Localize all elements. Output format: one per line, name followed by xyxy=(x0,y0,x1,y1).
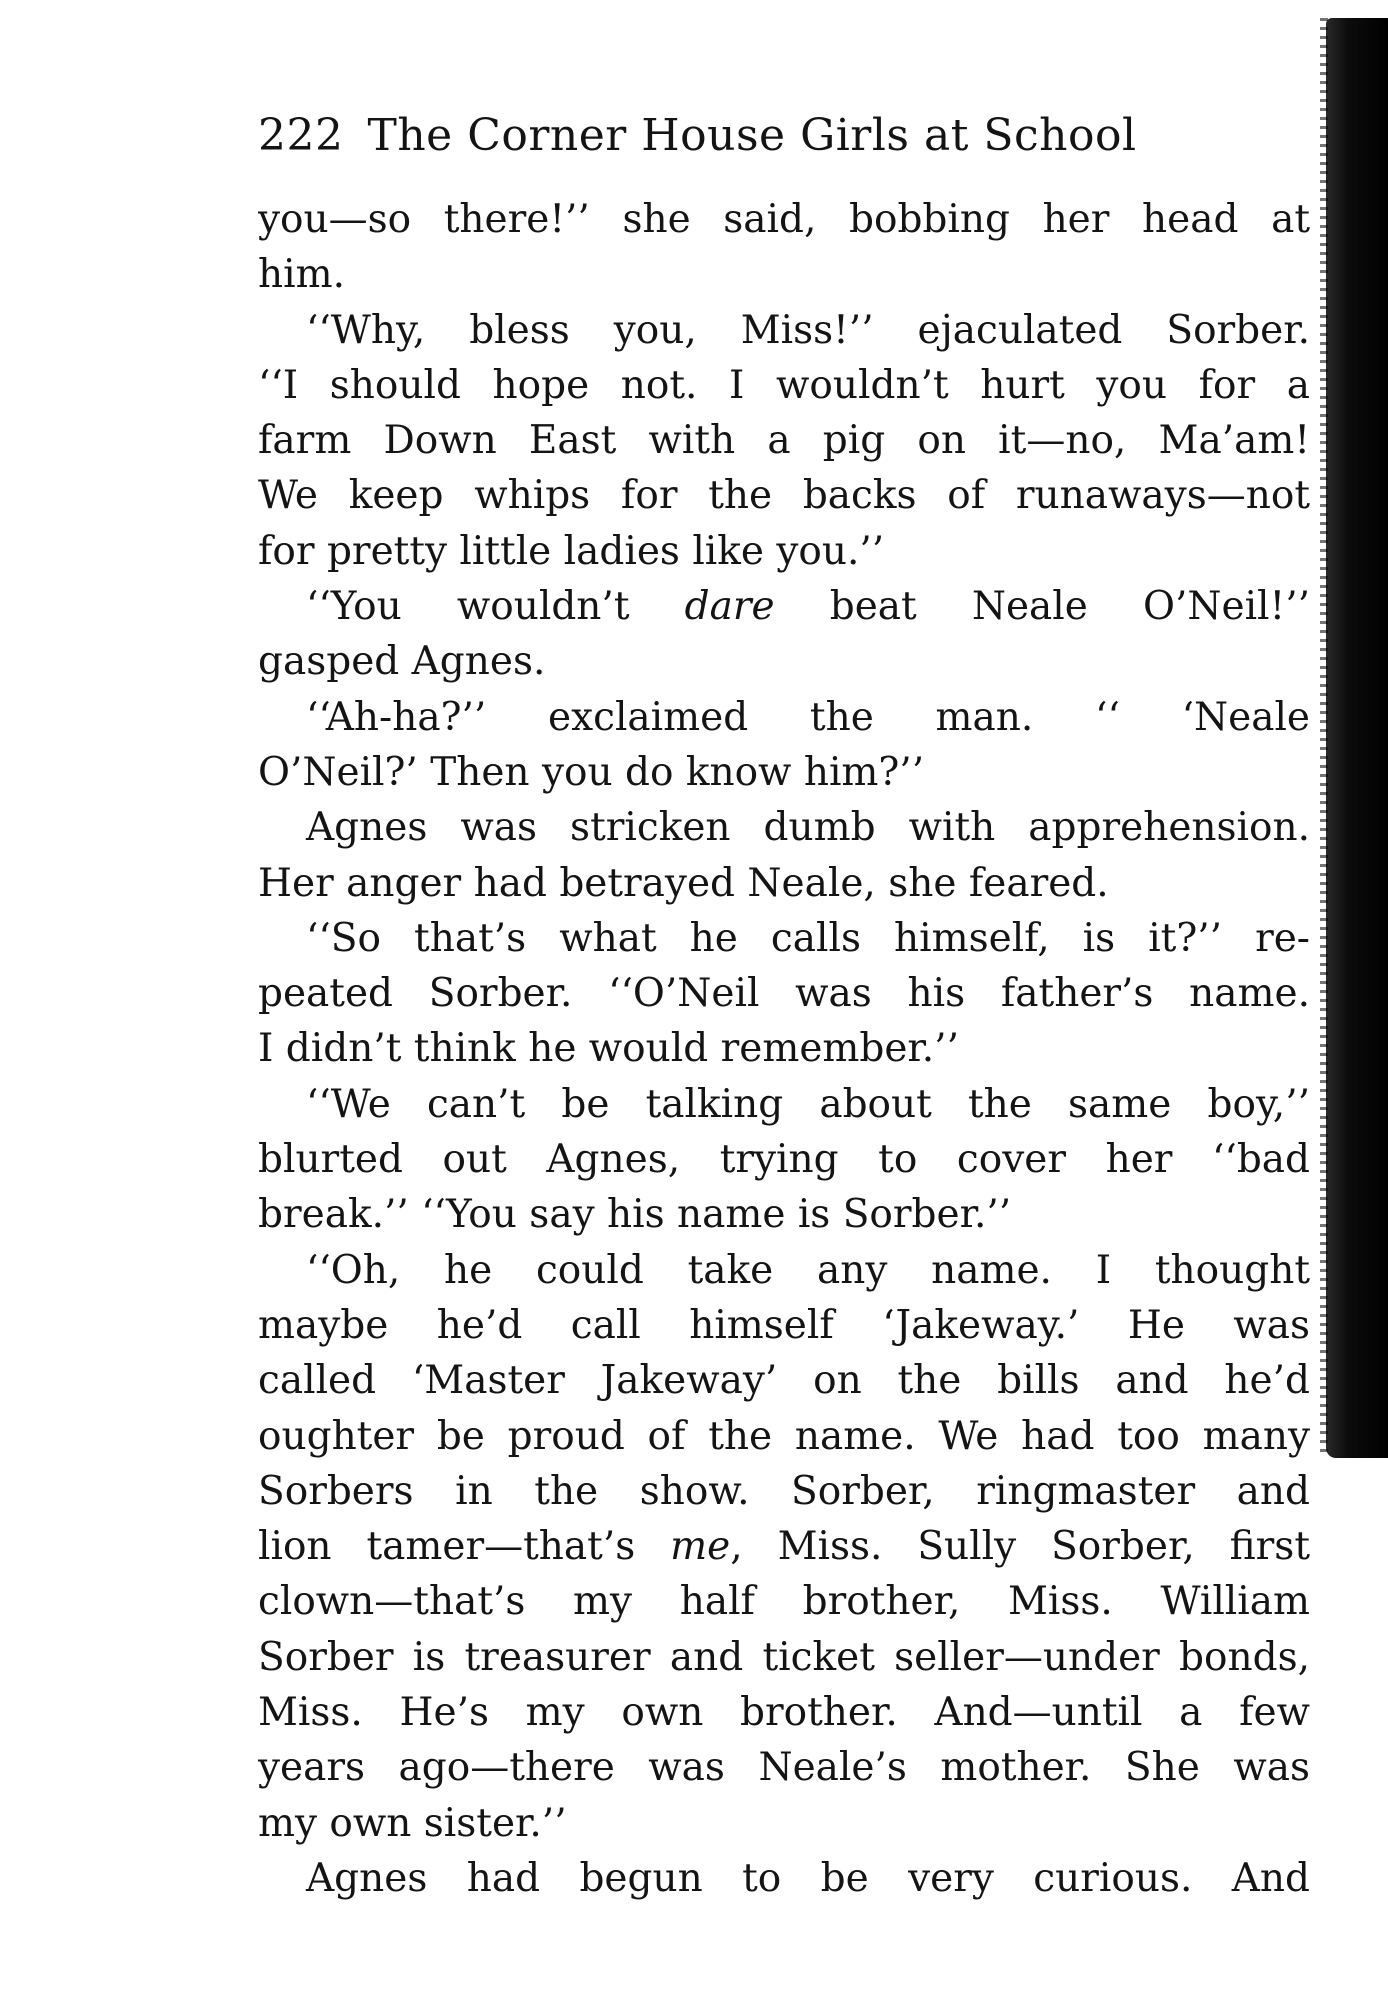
running-title: The Corner House Girls at School xyxy=(367,110,1137,161)
text-line: Her anger had betrayed Neale, she feared. xyxy=(258,860,1109,906)
text-line: you—so there!’’ she said, bobbing her head at xyxy=(258,197,1310,242)
text-line: ‘‘So that’s what he calls himself, is it?’’ re- xyxy=(306,915,1310,961)
text-line: Agnes had begun to be very curious. And xyxy=(306,1855,1310,1901)
text-segment: , Miss. Sully Sorber, first xyxy=(730,1524,1310,1570)
text-line: blurted out Agnes, trying to cover her ‘‘bad xyxy=(258,1137,1310,1183)
text-line: oughter be proud of the name. We had too many xyxy=(258,1413,1310,1459)
text-segment: ‘‘You wouldn’t xyxy=(306,584,685,630)
text-line: him. xyxy=(258,252,345,298)
text-line: ‘‘Ah-ha?’’ exclaimed the man. ‘‘ ‘Neale xyxy=(306,694,1310,740)
text-line: years ago—there was Neale’s mother. She was xyxy=(258,1745,1310,1791)
italic-word: me xyxy=(670,1524,731,1570)
text-line: I didn’t think he would remember.’’ xyxy=(258,1026,959,1072)
running-header xyxy=(258,106,1318,166)
text-segment: beat Neale O’Neil!’’ xyxy=(774,584,1310,630)
text-line: O’Neil?’ Then you do know him?’’ xyxy=(258,749,925,795)
text-line: called ‘Master Jakeway’ on the bills and he’d xyxy=(258,1358,1310,1404)
body-text xyxy=(258,192,1310,1906)
italic-word: dare xyxy=(684,584,775,630)
text-line: ‘‘We can’t be talking about the same boy,’’ xyxy=(306,1081,1310,1127)
text-line: ‘‘I should hope not. I wouldn’t hurt you for a xyxy=(258,362,1310,408)
text-line: farm Down East with a pig on it—no, Ma’am! xyxy=(258,418,1310,464)
text-line: peated Sorber. ‘‘O’Neil was his father’s name. xyxy=(258,971,1310,1017)
text-line: Miss. He’s my own brother. And—until a few xyxy=(258,1690,1310,1736)
text-line xyxy=(258,1519,1310,1574)
text-line: Sorber is treasurer and ticket seller—under bonds, xyxy=(258,1634,1310,1680)
text-line: clown—that’s my half brother, Miss. William xyxy=(258,1579,1310,1625)
text-line: maybe he’d call himself ‘Jakeway.’ He was xyxy=(258,1302,1310,1348)
text-line: We keep whips for the backs of runaways—not xyxy=(258,473,1310,519)
text-line: gasped Agnes. xyxy=(258,639,546,685)
text-line: for pretty little ladies like you.’’ xyxy=(258,528,885,574)
text-line: ‘‘Oh, he could take any name. I thought xyxy=(306,1247,1310,1293)
text-segment: lion tamer—that’s xyxy=(258,1524,671,1570)
text-line: Sorbers in the show. Sorber, ringmaster and xyxy=(258,1468,1310,1514)
page-number: 222 xyxy=(258,110,344,161)
text-line: Agnes was stricken dumb with apprehension. xyxy=(306,805,1310,851)
text-line: my own sister.’’ xyxy=(258,1800,567,1846)
text-line xyxy=(258,579,1310,634)
page-binding-shadow xyxy=(1326,18,1388,1458)
text-line: break.’’ ‘‘You say his name is Sorber.’’ xyxy=(258,1192,1012,1238)
text-line: ‘‘Why, bless you, Miss!’’ ejaculated Sorber. xyxy=(306,307,1310,353)
